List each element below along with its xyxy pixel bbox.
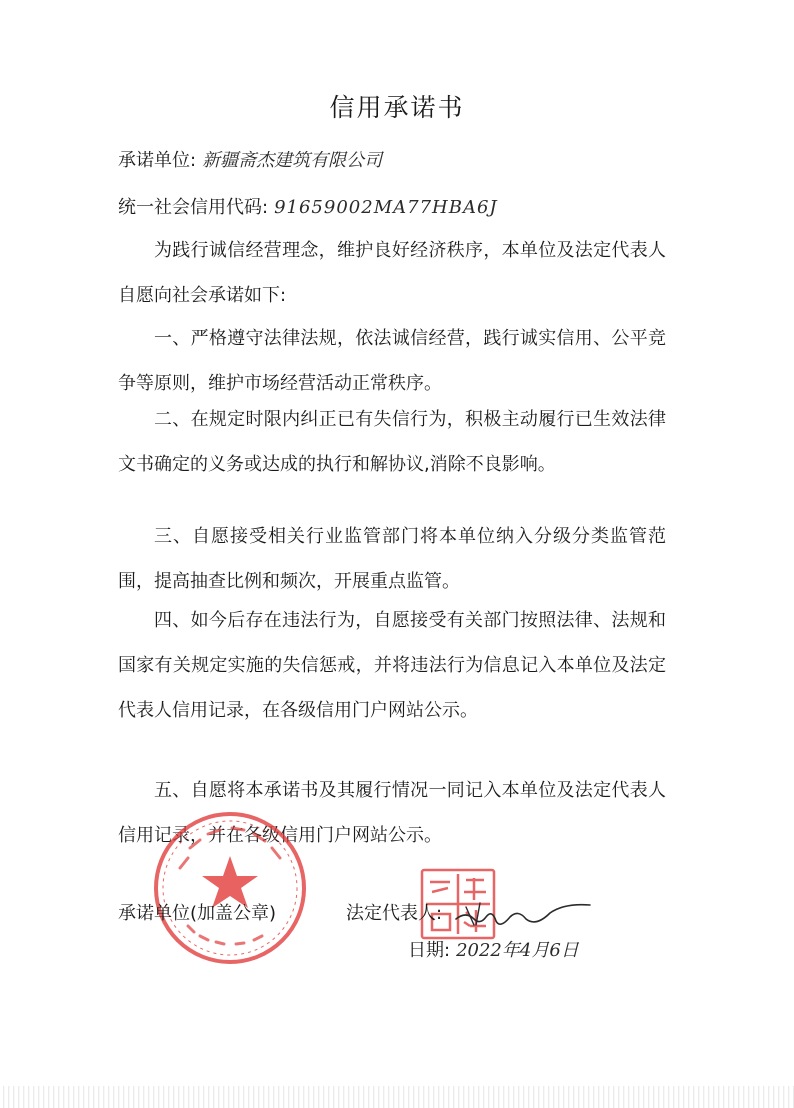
paragraph-4: 四、如今后存在违法行为，自愿接受有关部门按照法律、法规和国家有关规定实施的失信惩戒，并将违法行为信息记入本单位及法定代表人信用记录，在各级信用门户网站公示。 xyxy=(118,610,666,721)
date-label: 日期: xyxy=(408,940,451,961)
unit-line xyxy=(118,146,382,172)
scan-edge-noise xyxy=(0,1086,794,1108)
sign-unit-label: 承诺单位(加盖公章) xyxy=(118,903,277,924)
date-handwritten: 2022年4月6日 xyxy=(456,940,579,961)
paragraph-5: 五、自愿将本承诺书及其履行情况一同记入本单位及法定代表人信用记录，并在各级信用门户网站公示。 xyxy=(118,780,666,846)
date-line xyxy=(408,936,579,962)
unit-label: 承诺单位: xyxy=(118,150,197,171)
paragraph-1: 一、严格遵守法律法规，依法诚信经营，践行诚实信用、公平竞争等原则，维护市场经营活动正常秩序。 xyxy=(118,328,666,394)
credit-code-handwritten: 91659002MA77HBA6J xyxy=(274,197,498,218)
legal-rep-label: 法定代表人: xyxy=(346,903,443,924)
unit-name-handwritten: 新疆斋杰建筑有限公司 xyxy=(202,150,383,171)
credit-code-line xyxy=(118,193,498,219)
document-title: 信用承诺书 xyxy=(329,93,465,122)
company-seal xyxy=(150,808,310,968)
handwritten-signature xyxy=(450,893,600,933)
paragraph-2: 二、在规定时限内纠正已有失信行为，积极主动履行已生效法律文书确定的义务或达成的执行和解协议,消除不良影响。 xyxy=(118,409,666,475)
paragraph-3: 三、自愿接受相关行业监管部门将本单位纳入分级分类监管范围，提高抽查比例和频次，开展重点监管。 xyxy=(118,526,666,592)
credit-code-label: 统一社会信用代码: xyxy=(118,197,269,218)
paragraph-intro: 为践行诚信经营理念，维护良好经济秩序，本单位及法定代表人自愿向社会承诺如下: xyxy=(118,240,666,306)
